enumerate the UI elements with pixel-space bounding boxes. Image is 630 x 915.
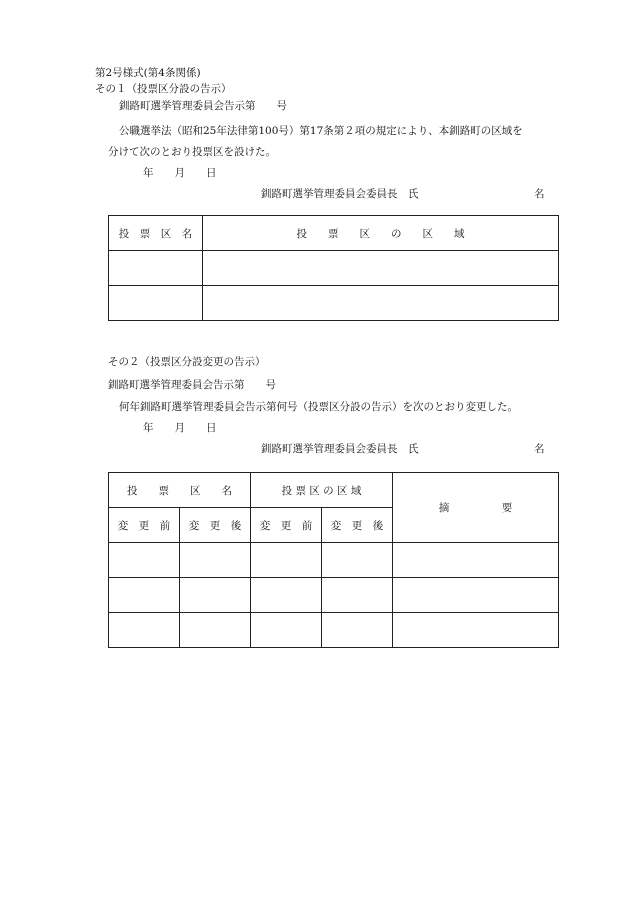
table-cell: [393, 578, 559, 613]
table-row: [109, 286, 559, 321]
table-cell: [180, 613, 251, 648]
table-row: [109, 613, 559, 648]
table-cell: [251, 613, 322, 648]
table-row: [109, 543, 559, 578]
table-row: [109, 578, 559, 613]
table-row: [109, 251, 559, 286]
part1-notice-number: 釧路町選挙管理委員会告示第 号: [119, 100, 287, 112]
table-cell: [203, 286, 559, 321]
table-header-row: [109, 216, 559, 251]
table-cell: [109, 613, 180, 648]
part1-body-line1: 公職選挙法（昭和25年法律第100号）第17条第２項の規定により、本釧路町の区域を: [119, 125, 523, 137]
part2-date: 年 月 日: [143, 422, 217, 434]
table-header-row: [109, 473, 559, 508]
subheader-after: 変 更 後: [322, 508, 393, 543]
part2-signer-name: 名: [534, 443, 545, 455]
part2-signer: 釧路町選挙管理委員会委員長 氏: [261, 443, 419, 455]
part1-body-line2: 分けて次のとおり投票区を設けた。: [108, 146, 276, 158]
table-cell: [109, 578, 180, 613]
header-district-area: 投 票 区 の 区 域: [251, 473, 393, 508]
part2-notice-number: 釧路町選挙管理委員会告示第 号: [108, 379, 276, 391]
table-cell: [109, 543, 180, 578]
table-cell: [180, 543, 251, 578]
header-district-name: 投 票 区 名: [109, 473, 251, 508]
table-cell: [393, 613, 559, 648]
header-district-name: 投 票 区 名: [109, 216, 203, 251]
part1-heading: その１（投票区分設の告示）: [95, 83, 232, 95]
table-cell: [180, 578, 251, 613]
table-cell: [393, 543, 559, 578]
part2-table: [108, 472, 559, 648]
table-cell: [322, 578, 393, 613]
table-cell: [251, 543, 322, 578]
table-cell: [322, 613, 393, 648]
subheader-after: 変 更 後: [180, 508, 251, 543]
header-district-area: 投 票 区 の 区 域: [203, 216, 559, 251]
table-cell: [109, 286, 203, 321]
part2-body-line1: 何年釧路町選挙管理委員会告示第何号（投票区分設の告示）を次のとおり変更した。: [119, 401, 518, 413]
subheader-before: 変 更 前: [109, 508, 180, 543]
part1-signer-name: 名: [534, 188, 545, 200]
form-title: 第2号様式(第4条関係): [95, 67, 201, 79]
table-cell: [251, 578, 322, 613]
part1-date: 年 月 日: [143, 167, 217, 179]
table-cell: [203, 251, 559, 286]
table-cell: [109, 251, 203, 286]
subheader-before: 変 更 前: [251, 508, 322, 543]
part2-heading: その２（投票区分設変更の告示）: [108, 356, 266, 368]
part1-signer: 釧路町選挙管理委員会委員長 氏: [261, 188, 419, 200]
header-summary: 摘 要: [393, 473, 559, 543]
table-cell: [322, 543, 393, 578]
part1-table: [108, 215, 559, 321]
